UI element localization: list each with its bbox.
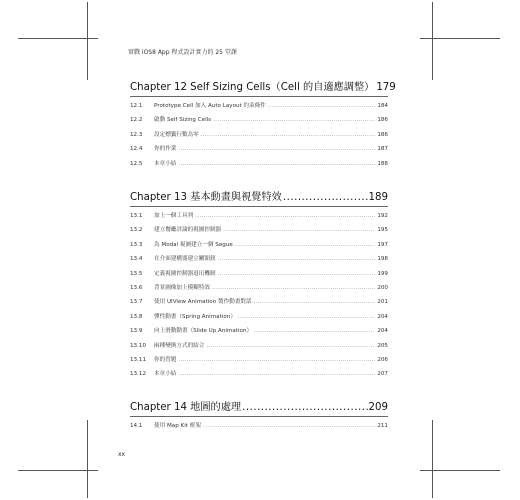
section-number: 14.1	[130, 423, 143, 429]
section-page-number: 197	[377, 241, 388, 248]
running-header: 實戰 iOS8 App 程式設計實力的 25 堂課	[128, 49, 237, 56]
toc-entry[interactable]	[130, 240, 388, 254]
chapter-page-number: 209	[368, 402, 388, 413]
toc-entry[interactable]	[130, 144, 388, 158]
section-page-number: 192	[377, 213, 388, 219]
toc-entry[interactable]	[130, 326, 388, 340]
chapter-title-row[interactable]	[130, 78, 396, 97]
section-page-number: 186	[377, 131, 388, 138]
section-number: 13.8	[130, 313, 143, 320]
chapter-page-number: 189	[368, 192, 388, 203]
section-page-number: 186	[377, 117, 388, 124]
chapter-title-row[interactable]	[130, 188, 388, 207]
section-title: 向上滑動動畫（Slide Up Animation）	[154, 328, 253, 335]
dot-leader	[195, 213, 375, 219]
dot-leader	[178, 161, 375, 167]
toc-entry[interactable]	[130, 159, 388, 173]
section-title: 為 Modal 視圖建立一個 Segue	[154, 241, 233, 248]
section-number: 13.3	[130, 241, 143, 248]
toc-entry[interactable]	[130, 355, 388, 369]
section-number: 12.1	[130, 103, 143, 109]
crop-mark	[432, 420, 433, 498]
dot-leader	[238, 314, 375, 320]
section-title: 使用 Map Kit 框架	[154, 423, 201, 429]
chapter-13-section	[130, 188, 388, 384]
section-page-number: 211	[377, 423, 388, 429]
chapter-title: Chapter 14 地圖的處理	[130, 402, 242, 413]
chapter-14-section	[130, 398, 388, 435]
section-page-number: 206	[377, 356, 388, 363]
section-page-number: 198	[377, 256, 388, 263]
section-number: 12.3	[130, 131, 143, 138]
section-title: 你的作業	[154, 146, 177, 153]
section-page-number: 201	[377, 299, 388, 306]
dot-leader	[178, 146, 375, 152]
section-page-number: 188	[377, 160, 388, 167]
section-number: 13.10	[130, 342, 147, 349]
dot-leader	[212, 285, 375, 291]
crop-mark	[18, 38, 98, 39]
section-title: 本章小結	[154, 160, 177, 167]
section-number: 13.4	[130, 256, 143, 263]
dot-leader	[254, 299, 376, 305]
section-page-number: 204	[377, 328, 388, 335]
toc-entry[interactable]	[130, 312, 388, 326]
toc-entry[interactable]	[130, 225, 388, 239]
section-page-number: 199	[377, 270, 388, 277]
section-title: 使用 UIView Animation 製作動畫對話	[154, 299, 252, 306]
dot-leader	[242, 402, 367, 413]
toc-entry[interactable]	[130, 130, 388, 144]
dot-leader	[235, 242, 376, 248]
chapter-page-number: 179	[376, 82, 396, 93]
section-number: 13.6	[130, 284, 143, 291]
dot-leader	[218, 256, 376, 262]
dot-leader	[203, 423, 375, 429]
section-title: 兩種變換方式的結合	[154, 342, 205, 349]
toc-entry[interactable]	[130, 211, 388, 225]
section-title: 定義視圖控制器退出機制	[154, 270, 216, 277]
section-title: 彈性動畫（Spring Animation）	[154, 313, 236, 320]
dot-leader	[206, 343, 375, 349]
section-title: 你的習題	[154, 356, 177, 363]
section-page-number: 184	[377, 103, 388, 109]
section-number: 13.12	[130, 371, 147, 378]
section-number: 13.9	[130, 328, 143, 335]
section-title: 建立餐廳評論的視圖控制器	[154, 227, 222, 234]
chapter-title: Chapter 12 Self Sizing Cells（Cell 的自適應調整）	[130, 82, 375, 93]
toc-entry[interactable]	[130, 297, 388, 311]
section-page-number: 187	[377, 146, 388, 153]
section-number: 13.11	[130, 356, 147, 363]
crop-mark	[87, 420, 88, 498]
toc-entry[interactable]	[130, 101, 388, 115]
section-title: 本章小結	[154, 371, 177, 378]
section-number: 13.1	[130, 213, 143, 219]
section-number: 13.2	[130, 227, 143, 234]
toc-entry[interactable]	[130, 269, 388, 283]
section-number: 12.4	[130, 146, 143, 153]
section-title: 在介面建構器建立關閉鈕	[154, 256, 216, 263]
dot-leader	[223, 227, 375, 233]
dot-leader	[268, 103, 375, 109]
crop-mark	[18, 470, 98, 471]
toc-entry[interactable]	[130, 254, 388, 268]
dot-leader	[213, 117, 375, 123]
section-page-number: 195	[377, 227, 388, 234]
toc-entry[interactable]	[130, 283, 388, 297]
toc-entry-list	[130, 211, 388, 384]
section-title: 背景圖像加上模糊特效	[154, 284, 210, 291]
dot-leader	[201, 132, 376, 138]
toc-entry[interactable]	[130, 341, 388, 355]
section-title: 加上一個工具列	[154, 213, 194, 219]
section-page-number: 207	[377, 371, 388, 378]
toc-entry[interactable]	[130, 369, 388, 383]
dot-leader	[254, 328, 375, 334]
section-title: 設定標籤行數為零	[154, 131, 199, 138]
toc-entry-list	[130, 101, 388, 173]
toc-entry[interactable]	[130, 115, 388, 129]
dot-leader	[178, 357, 375, 363]
section-number: 12.5	[130, 160, 143, 167]
page-number: xx	[118, 451, 126, 458]
section-number: 13.7	[130, 299, 143, 306]
section-page-number: 204	[377, 313, 388, 320]
dot-leader	[283, 192, 368, 203]
section-title: 啟動 Self Sizing Cells	[154, 117, 212, 124]
chapter-title: Chapter 13 基本動畫與視覺特效	[130, 192, 282, 203]
section-number: 13.5	[130, 270, 143, 277]
toc-entry-list	[130, 421, 388, 435]
dot-leader	[218, 271, 376, 277]
chapter-title-row[interactable]	[130, 398, 388, 417]
toc-entry[interactable]	[130, 421, 388, 435]
dot-leader	[178, 371, 375, 377]
chapter-12-section	[130, 78, 396, 173]
section-number: 12.2	[130, 117, 143, 124]
section-title: Prototype Cell 加入 Auto Layout 約束條件	[154, 103, 266, 109]
section-page-number: 200	[377, 284, 388, 291]
crop-mark	[432, 2, 433, 80]
section-page-number: 205	[377, 342, 388, 349]
crop-mark	[87, 2, 88, 80]
